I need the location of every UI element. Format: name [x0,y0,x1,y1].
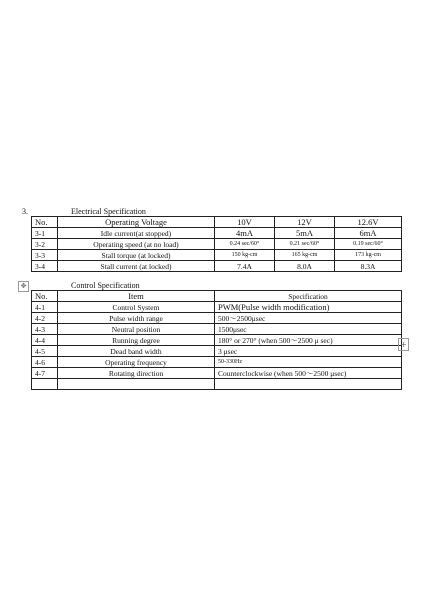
cell-no-empty [32,379,58,390]
cell-no: 3-2 [32,239,58,250]
add-row-icon[interactable]: + [398,338,409,351]
table-row [32,324,402,335]
header-10v: 10V [215,217,275,228]
cell-param: Operating speed (at no load) [58,239,215,250]
cell-12-6v: 6mA [335,228,402,239]
header-no: No. [32,291,58,302]
header-12v: 12V [275,217,335,228]
table-row [32,368,402,379]
cell-no: 4-1 [32,302,58,313]
header-no: No. [32,217,58,228]
table-row [32,357,402,368]
table-row [32,261,402,272]
cell-12-6v: 8.3A [335,261,402,272]
cell-item: Neutral position [58,324,215,335]
cell-item: Operating frequency [58,357,215,368]
cell-item: Running degree [58,335,215,346]
cell-10v: 4mA [215,228,275,239]
table-row [32,302,402,313]
cell-10v: 0.24 sec/60° [215,239,275,250]
cell-10v: 7.4A [215,261,275,272]
cell-param: Stall current (at locked) [58,261,215,272]
table-header-row [32,291,402,302]
table-row [32,250,402,261]
cell-12v: 5mA [275,228,335,239]
cell-spec: 50-330Hz [215,357,402,368]
cell-item: Pulse width range [58,313,215,324]
header-item: Item [58,291,215,302]
move-handle-icon[interactable]: ✥ [18,281,29,292]
cell-no: 4-4 [32,335,58,346]
table-row [32,239,402,250]
cell-param: Stall torque (at locked) [58,250,215,261]
cell-no: 3-1 [32,228,58,239]
table-row [32,228,402,239]
cell-12v: 0.21 sec/60° [275,239,335,250]
cell-spec-empty [215,379,402,390]
cell-no: 4-3 [32,324,58,335]
electrical-spec-table [31,216,402,272]
cell-no: 4-2 [32,313,58,324]
header-specification: Specification [215,291,402,302]
header-12-6v: 12.6V [335,217,402,228]
cell-spec: 180° or 270° (when 500～2500 μ sec) [215,335,402,346]
cell-no: 4-7 [32,368,58,379]
cell-no: 3-4 [32,261,58,272]
cell-spec: 3 μsec [215,346,402,357]
table-row [32,335,402,346]
cell-no: 4-5 [32,346,58,357]
control-spec-table [31,290,402,390]
cell-no: 3-3 [32,250,58,261]
cell-spec: Counterclockwise (when 500～2500 μsec) [215,368,402,379]
cell-10v: 150 kg-cm [215,250,275,261]
cell-spec: 500～2500μsec [215,313,402,324]
cell-spec: 1500μsec [215,324,402,335]
electrical-spec-title: Electrical Specification [71,207,146,216]
cell-12v: 165 kg-cm [275,250,335,261]
cell-12v: 8.0A [275,261,335,272]
cell-12-6v: 0.19 sec/60° [335,239,402,250]
section-number: 3. [22,207,28,216]
cell-12-6v: 173 kg-cm [335,250,402,261]
table-row [32,313,402,324]
header-operating-voltage: Operating Voltage [58,217,215,228]
cell-item: Rotating direction [58,368,215,379]
cell-item: Control System [58,302,215,313]
cell-no: 4-6 [32,357,58,368]
cell-item: Dead band width [58,346,215,357]
control-spec-title: Control Specification [71,281,140,290]
cell-item-empty [58,379,215,390]
cell-param: Idle current(at stopped) [58,228,215,239]
table-header-row [32,217,402,228]
table-row [32,346,402,357]
table-row-empty [32,379,402,390]
cell-spec: PWM(Pulse width modification) [215,302,402,313]
